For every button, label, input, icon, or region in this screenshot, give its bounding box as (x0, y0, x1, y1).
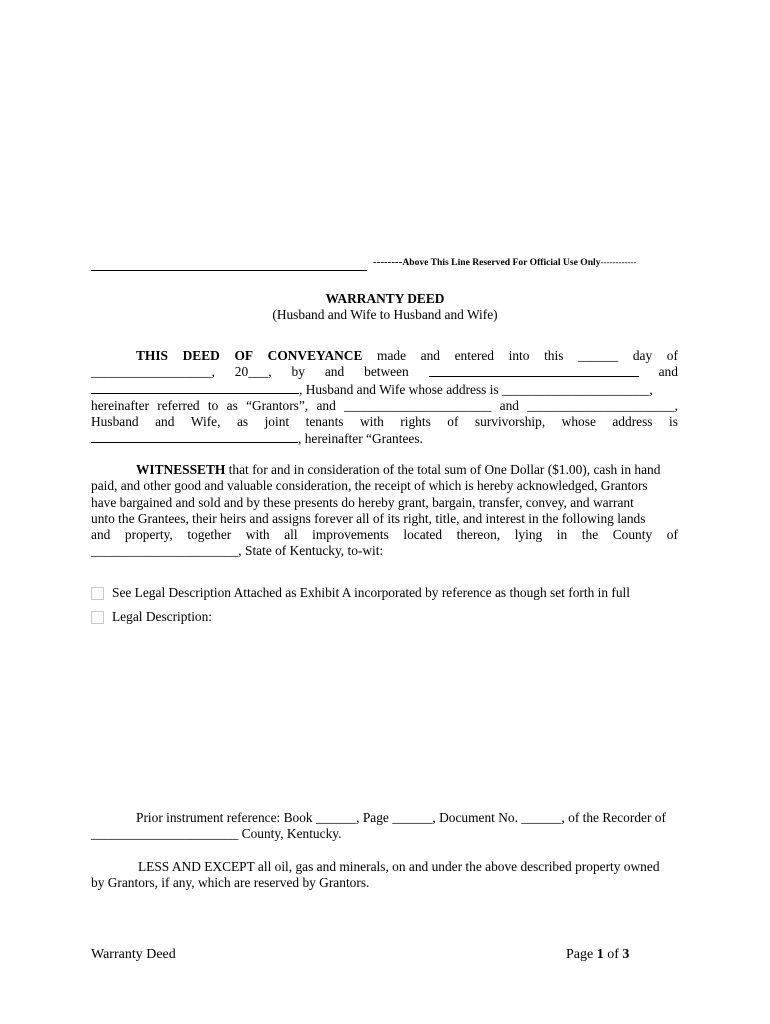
word: and (324, 364, 345, 380)
witnesseth-line-5 (91, 527, 678, 543)
word: thereon, (456, 527, 501, 543)
conveyance-line-6 (91, 430, 678, 447)
document-subtitle: (Husband and Wife to Husband and Wife) (272, 307, 498, 322)
less-except-line-2: by Grantors, if any, which are reserved by Grantors. (91, 875, 370, 891)
word: tenants (305, 414, 344, 430)
word: into (508, 348, 530, 363)
conveyance-line-4 (91, 398, 678, 414)
conveyance-line-6-text: , hereinafter “Grantees. (298, 431, 423, 447)
conveyance-line-2 (91, 364, 678, 380)
page-total: 3 (622, 947, 630, 962)
blank-grantee-address[interactable] (91, 430, 298, 443)
word: by (291, 364, 305, 380)
witnesseth-line-1 (91, 462, 678, 478)
blank-day[interactable]: ______ (578, 348, 619, 363)
blank-grantor-1[interactable] (429, 364, 639, 377)
word: the (581, 527, 599, 543)
word: with (245, 527, 270, 543)
word: and (420, 348, 440, 363)
legal-description-label: Legal Description: (112, 609, 213, 624)
word: and (91, 527, 111, 543)
document-title: WARRANTY DEED (325, 291, 445, 306)
word: of (666, 527, 678, 543)
word: between (364, 364, 409, 380)
blank-grantor-address[interactable]: ______________________, (502, 381, 653, 397)
word: to (207, 397, 219, 413)
word: as (226, 397, 238, 413)
conveyance-line-5 (91, 414, 678, 430)
less-except-paragraph (91, 859, 678, 892)
conveyance-line-3-text: , Husband and Wife whose address is (299, 381, 503, 397)
prior-line-2[interactable]: ______________________ County, Kentucky. (91, 826, 342, 842)
word: whose (561, 414, 596, 430)
word: improvements (312, 527, 389, 543)
word: entered (454, 348, 494, 363)
footer-document-name: Warranty Deed (91, 947, 176, 962)
word: rights (400, 414, 431, 430)
dashes-right: ------------ (600, 257, 637, 267)
conveyance-paragraph (91, 348, 678, 448)
conveyance-line-1 (91, 348, 678, 364)
blank-grantee-2[interactable]: ______________________, (527, 397, 678, 413)
word: of (666, 348, 678, 363)
witnesseth-line-3: have bargained and sold and by these presents do hereby grant, bargain, transfer, convey, and warrant (91, 494, 634, 510)
exhibit-checkbox[interactable] (91, 587, 104, 600)
less-except-line-1: LESS AND EXCEPT all oil, gas and minerals, on and under the above described property owned (138, 859, 660, 874)
blank-month[interactable]: __________________, (91, 364, 215, 380)
word: made (377, 348, 407, 363)
witnesseth-line-6[interactable]: ______________________, State of Kentucky, to-wit: (91, 543, 384, 559)
legal-description-checkbox[interactable] (91, 611, 104, 624)
blank-grantee-1[interactable]: ______________________ (344, 397, 492, 413)
word: hereinafter (91, 397, 149, 413)
word: survivorship, (474, 414, 546, 430)
word: Wife, (190, 414, 221, 430)
conveyance-lead-1: THIS (136, 348, 169, 363)
word: of (447, 414, 459, 430)
exhibit-option-label: See Legal Description Attached as Exhibit A incorporated by reference as though set forth in full (112, 585, 630, 600)
witnesseth-lead: WITNESSETH (136, 462, 226, 477)
conveyance-lead-4: CONVEYANCE (267, 348, 363, 363)
dashes-left: -------- (373, 256, 403, 268)
blank-grantor-2[interactable] (91, 381, 299, 394)
prior-line-1[interactable]: Prior instrument reference: Book ______, Page ______, Document No. ______, of the Recorder of (136, 810, 666, 825)
word: and (499, 397, 519, 413)
word: in (556, 527, 568, 543)
word: located (403, 527, 443, 543)
official-use-notice (373, 256, 636, 268)
prior-instrument-paragraph (91, 810, 678, 843)
word: Husband (91, 414, 139, 430)
blank-year[interactable]: 20___, (234, 364, 272, 380)
witnesseth-line-2: paid, and other good and valuable consideration, the receipt of which is hereby acknowledged, Grantors (91, 478, 648, 494)
word: and (316, 397, 336, 413)
page-current: 1 (596, 947, 604, 962)
word: all (284, 527, 298, 543)
conveyance-line-3 (91, 381, 678, 398)
word: lying (514, 527, 543, 543)
word: property, (124, 527, 173, 543)
word: joint (264, 414, 290, 430)
legal-description-option[interactable] (91, 609, 212, 625)
word: referred (157, 397, 200, 413)
footer-page-number (566, 947, 629, 963)
official-use-line (91, 270, 367, 271)
word: “Grantors”, (246, 397, 309, 413)
official-use-text: Above This Line Reserved For Official Use Only (402, 257, 601, 268)
word: with (360, 414, 384, 430)
word: and (155, 414, 175, 430)
word: together (187, 527, 232, 543)
witnesseth-paragraph (91, 462, 678, 560)
witnesseth-line-1-text: that for and in consideration of the total sum of One Dollar ($1.00), cash in hand (225, 462, 661, 477)
exhibit-option[interactable] (91, 585, 630, 601)
word: address (612, 414, 653, 430)
word: this (544, 348, 564, 363)
conveyance-lead-3: OF (234, 348, 254, 363)
of-label: of (607, 947, 619, 962)
conveyance-lead-2: DEED (182, 348, 220, 363)
word: and (658, 364, 678, 380)
word: is (669, 414, 678, 430)
page-label: Page (566, 947, 594, 962)
witnesseth-line-4: unto the Grantees, their heirs and assigns forever all of its right, title, and interest in the following lands (91, 510, 646, 526)
word: day (632, 348, 653, 363)
word: County (612, 527, 653, 543)
word: as (236, 414, 249, 430)
